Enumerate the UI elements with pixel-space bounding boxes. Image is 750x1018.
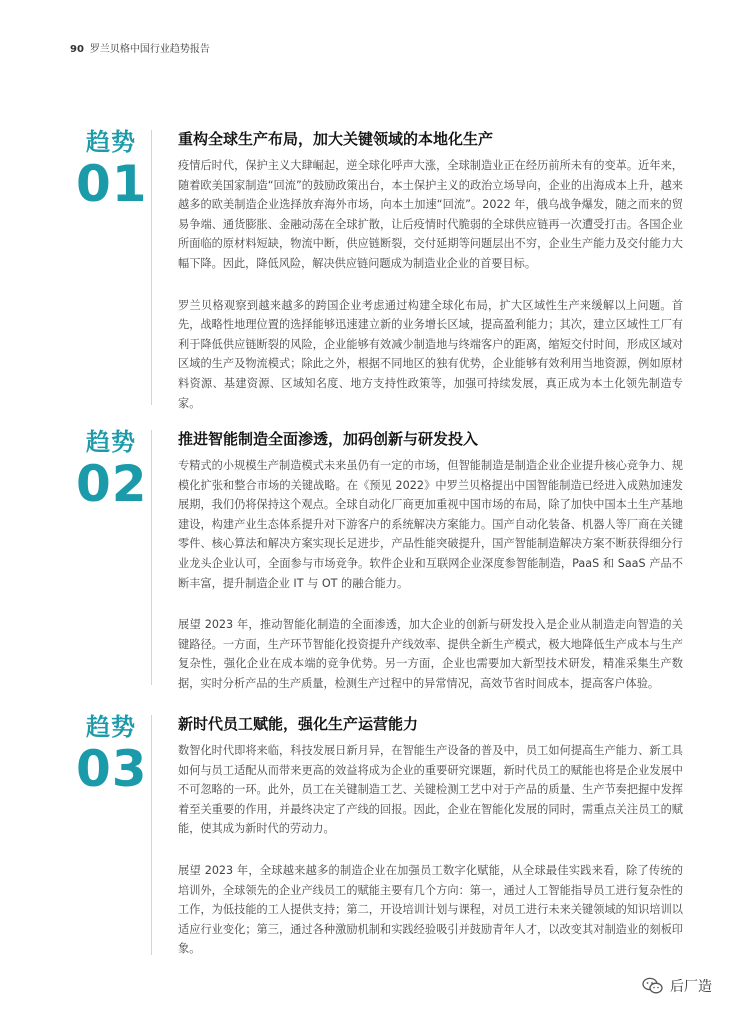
trend-paragraph: 展望 2023 年，推动智能化制造的全面渗透，加大企业的创新与研发投入是企业从制造走向智造的关键路径。一方面，生产环节智能化投资提升产线效率、提供全新生产模式，极大地降低生产成本与生产复杂性，强化企业在成本端的竞争优势。另一方面，企业也需要加大新型技术研发，精准采集生产数据，实时分析产品的生产质量，检测生产过程中的异常情况，高效节省时间成本，提高客户体验。 (178, 618, 683, 690)
section-divider (151, 715, 152, 955)
trend-heading: 新时代员工赋能，强化生产运营能力 (178, 715, 419, 733)
trend-paragraph: 罗兰贝格观察到越来越多的跨国企业考虑通过构建全球化布局，扩大区域性生产来缓解以上问题。首先，战略性地理位置的选择能够迅速建立新的业务增长区域，提高盈利能力；其次，建立区域性工厂有利于降低供应链断裂的风险，企业能够有效减少制造地与终端客户的距离，缩短交付时间，形成区域对区域的生产及物流模式；除此之外，根据不同地区的独有优势，企业能够有效利用当地资源，例如原材料资源、基建资源、区域知名度、地方支持性政策等，加强可持续发展，真正成为本土化领先制造专家。 (178, 298, 683, 410)
trend-word: 趋势 (86, 428, 136, 456)
trend-paragraph: 数智化时代即将来临，科技发展日新月异，在智能生产设备的普及中，员工如何提高生产能力、新工具如何与员工适配从而带来更高的效益将成为企业的重要研究课题，新时代员工的赋能也将是企业发展中不可忽略的一环。此外，员工在关键制造工艺、关键检测工艺中对于产品的质量、生产节奏把握中发挥着至关重要的作用，并最终决定了产线的回报。因此，企业在智能化发展的同时，需重点关注员工的赋能，使其成为新时代的劳动力。 (178, 744, 683, 836)
watermark-text: 后厂造 (670, 979, 712, 995)
report-title: 罗兰贝格中国行业趋势报告 (89, 44, 210, 55)
trend-paragraph: 专精式的小规模生产制造模式未来虽仍有一定的市场，但智能制造是制造企业企业提升核心竞争力、规模化扩张和整合市场的关键战略。在《预见 2022》中罗兰贝格提出中国智能制造已经进入成熟加速发展期，我们仍将保持这个观点。全球自动化厂商更加重视中国市场的布局，除了加快中国本土生产基地建设，构建产业生态体系提升对下游客户的系统解决方案能力。国产自动化装备、机器人等厂商在关键零件、核心算法和解决方案实现长足进步，产品性能突破提升，国产智能制造解决方案不断获得细分行业龙头企业认可，全面参与市场竞争。软件企业和互联网企业深度参智能制造，PaaS 和 SaaS 产品不断丰富，提升制造企业 IT 与 OT 的融合能力。 (178, 459, 683, 590)
trend-label (76, 713, 148, 798)
trend-content (178, 713, 683, 981)
trend-heading: 推进智能制造全面渗透，加码创新与研发投入 (178, 430, 479, 448)
trend-label (76, 428, 148, 513)
trend-content (178, 128, 683, 435)
trend-paragraph: 疫情后时代，保护主义大肆崛起，逆全球化呼声大涨，全球制造业正在经历前所未有的变革。近年来，随着欧美国家制造“回流”的鼓励政策出台，本土保护主义的政治立场导向，企业的出海成本上升，越来越多的欧美制造企业选择放弃海外市场，向本土加速“回流”。2022 年，俄乌战争爆发，随之而来的贸易争端、通货膨胀、金融动荡在全球扩散，让后疫情时代脆弱的全球供应链再一次遭受打击。各国企业所面临的原材料短缺，物流中断，供应链断裂，交付延期等问题层出不穷，企业生产能力及交付能力大幅下降。因此，降低风险，解决供应链问题成为制造业企业的首要目标。 (178, 159, 683, 270)
trend-label (76, 128, 148, 213)
trend-number: 03 (76, 740, 148, 798)
trend-word: 趋势 (86, 128, 136, 156)
section-divider (151, 130, 152, 405)
section-divider (151, 430, 152, 685)
wechat-icon (642, 977, 664, 995)
trend-content (178, 428, 683, 716)
page-header (70, 40, 210, 55)
trend-number: 01 (76, 155, 148, 213)
watermark (642, 976, 712, 996)
trend-heading: 重构全球生产布局，加大关键领域的本地化生产 (178, 130, 494, 148)
page-number: 90 (70, 44, 84, 55)
trend-number: 02 (76, 455, 148, 513)
trend-paragraph: 展望 2023 年，全球越来越多的制造企业在加强员工数字化赋能，从全球最佳实践来看，除了传统的培训外，全球领先的企业产线员工的赋能主要有几个方向：第一，通过人工智能指导员工进行复杂性的工作，为低技能的工人提供支持；第二，开设培训计划与课程，对员工进行未来关键领域的知识培训以适应行业变化；第三，通过各种激励机制和实践经验吸引并鼓励青年人才，以改变其对制造业的刻板印象。 (178, 863, 683, 956)
trend-word: 趋势 (86, 713, 136, 741)
